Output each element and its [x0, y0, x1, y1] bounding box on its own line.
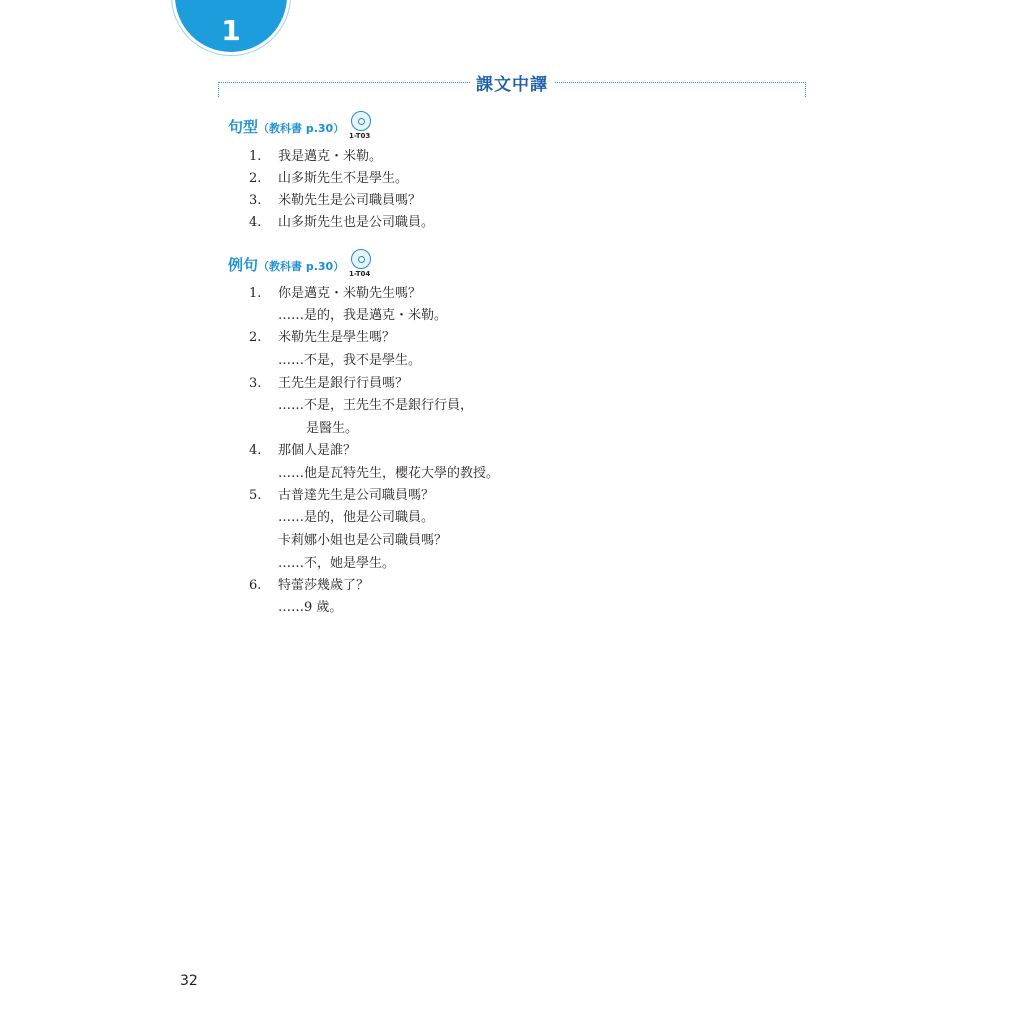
item-number: 1.	[249, 286, 262, 301]
chapter-number: 1	[221, 14, 241, 47]
section-header-patterns	[228, 116, 344, 137]
item-number: 3.	[249, 193, 262, 208]
track-label: 1-T03	[349, 132, 371, 140]
item-line: 米勒先生是公司職員嗎？	[278, 193, 422, 208]
item-line: ……9 歲。	[278, 600, 343, 615]
item-line: ……不是，王先生不是銀行行員，	[278, 398, 474, 413]
item-line: 古普達先生是公司職員嗎？	[278, 488, 435, 503]
page-number: 32	[180, 973, 198, 989]
item-line: 那個人是誰？	[278, 443, 357, 458]
audio-cd-icon[interactable]	[351, 111, 371, 131]
item-line: ……是的，我是邁克・米勒。	[278, 308, 448, 323]
audio-cd-icon[interactable]	[351, 249, 371, 269]
item-number: 4.	[249, 443, 262, 458]
item-line: 山多斯先生也是公司職員。	[278, 215, 435, 230]
section-title: 句型	[228, 118, 259, 136]
item-line: 山多斯先生不是學生。	[278, 171, 409, 186]
item-number: 2.	[249, 171, 262, 186]
item-number: 5.	[249, 488, 262, 503]
item-line: 卡莉娜小姐也是公司職員嗎？	[278, 533, 448, 548]
item-line: ……不，她是學生。	[278, 556, 396, 571]
item-number: 1.	[249, 149, 262, 164]
item-number: 4.	[249, 215, 262, 230]
item-line: 王先生是銀行行員嗎？	[278, 376, 409, 391]
section-title: 例句	[228, 256, 259, 274]
section-header-examples	[228, 254, 344, 275]
item-number: 3.	[249, 376, 262, 391]
section-ref: （教科書 p.30）	[258, 260, 345, 273]
item-line: ……是的，他是公司職員。	[278, 510, 435, 525]
item-line: 是醫生。	[306, 421, 359, 436]
item-line: 你是邁克・米勒先生嗎？	[278, 286, 422, 301]
item-line: ……不是，我不是學生。	[278, 353, 422, 368]
item-line: 特蕾莎幾歲了？	[278, 578, 370, 593]
item-number: 6.	[249, 578, 262, 593]
section-ref: （教科書 p.30）	[258, 122, 345, 135]
item-line: 米勒先生是學生嗎？	[278, 330, 396, 345]
item-line: 我是邁克・米勒。	[278, 149, 383, 164]
track-label: 1-T04	[349, 270, 371, 278]
item-line: ……他是瓦特先生，櫻花大學的教授。	[278, 466, 500, 481]
item-number: 2.	[249, 330, 262, 345]
banner-title: 課文中譯	[470, 70, 554, 95]
